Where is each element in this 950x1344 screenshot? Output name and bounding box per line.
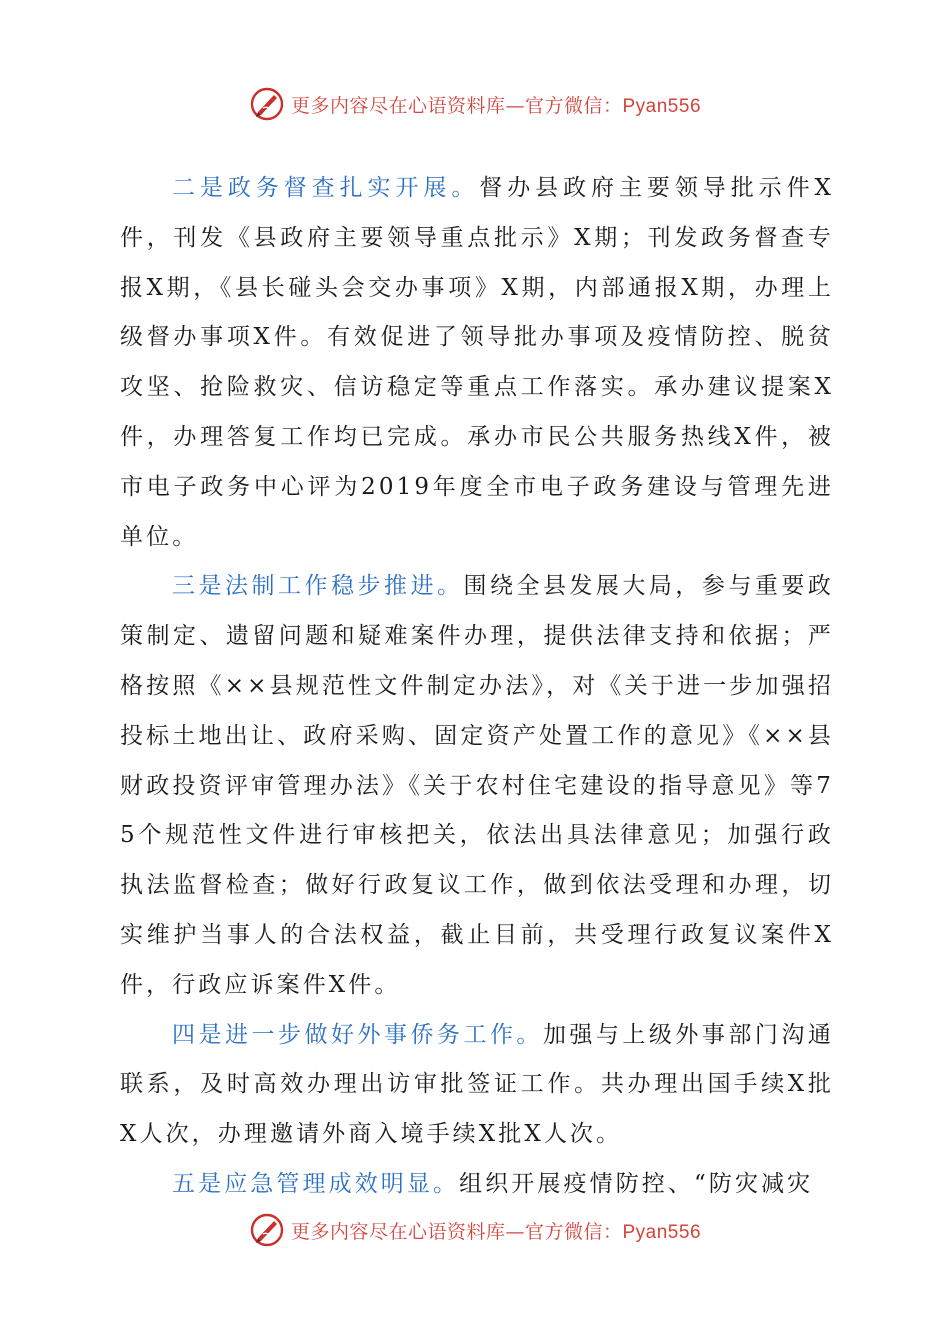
paragraph-text: 督办县政府主要领导批示件X件，刊发《县政府主要领导重点批示》X期；刊发政务督查专报X期，《县长碰头会交办事项》X期，内部通报X期，办理上级督办事项X件。有效促进了领导批办事项及疫情防控、脱贫攻坚、抢险救灾、信访稳定等重点工作落实。承办建议提案X件，办理答复工作均已完成。承办市民公共服务热线X件，被市电子政务中心评为2019年度全市电子政务建设与管理先进单位。 — [120, 175, 834, 550]
paragraph-text: 围绕全县发展大局，参与重要政策制定、遗留问题和疑难案件办理，提供法律支持和依据；严格按照《××县规范性文件制定办法》，对《关于进一步加强招投标土地出让、政府采购、固定资产处置工作的意见》《××县财政投资评审管理办法》《关于农村住宅建设的指导意见》等75个规范性文件进行审核把关，依法出具法律意见；加强行政执法监督检查；做好行政复议工作，做到依法受理和办理，切实维护当事人的合法权益，截止目前，共受理行政复议案件X件，行政应诉案件X件。 — [120, 573, 834, 998]
paragraph-lead: 四是进一步做好外事侨务工作。 — [172, 1021, 543, 1048]
banner-text: 更多内容尽在心语资料库—官方微信：Pyan556 — [290, 1220, 702, 1243]
paragraph-lead: 三是法制工作稳步推进。 — [172, 573, 464, 600]
paragraph — [120, 164, 834, 562]
paragraph — [120, 562, 834, 1010]
banner-text: 更多内容尽在心语资料库—官方微信：Pyan556 — [290, 94, 702, 117]
paragraph-lead: 二是政务督查扎实开展。 — [172, 175, 480, 201]
paragraph-lead: 五是应急管理成效明显。 — [172, 1170, 460, 1197]
footer-banner — [0, 1208, 950, 1252]
pen-logo-icon — [249, 86, 285, 122]
pen-logo-icon — [249, 1212, 285, 1248]
header-banner — [0, 82, 950, 126]
paragraph-text: 加强与上级外事部门沟通联系，及时高效办理出访审批签证工作。共办理出国手续X批X人次，办理邀请外商入境手续X批X人次。 — [120, 1021, 834, 1148]
paragraph-text: 组织开展疫情防控、“防灾减灾 — [459, 1170, 814, 1197]
document-body — [120, 164, 834, 1210]
paragraph — [120, 1160, 834, 1210]
paragraph — [120, 1011, 834, 1160]
